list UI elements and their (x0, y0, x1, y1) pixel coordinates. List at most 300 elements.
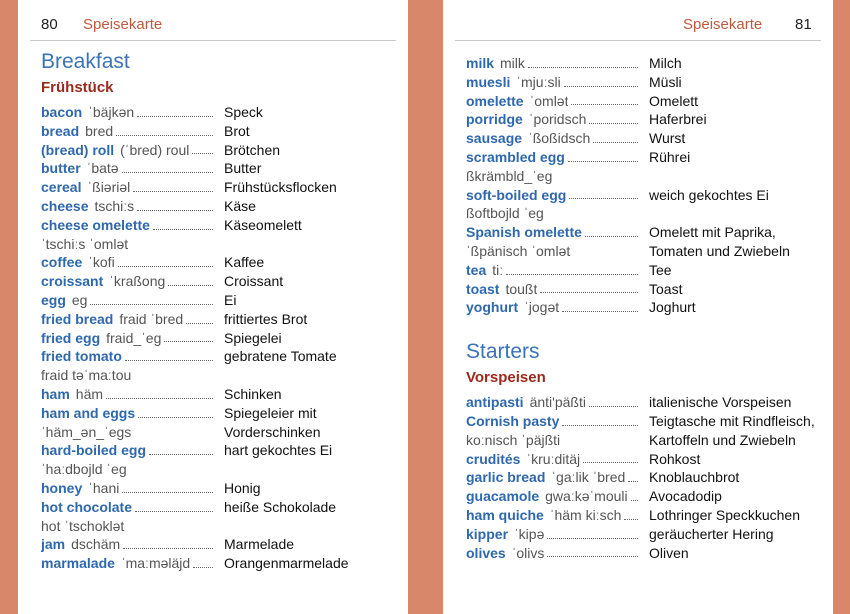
entry-pronunciation: (ˈbred) roul (120, 141, 190, 158)
entry-left (466, 148, 640, 167)
entry-line (41, 535, 400, 554)
entry-term: guacamole (466, 488, 540, 505)
dot-leader (90, 304, 213, 305)
entry-term: milk (466, 55, 495, 71)
entry-line (466, 110, 825, 129)
entry-line (41, 235, 400, 254)
entry-left (466, 506, 640, 525)
entry-term: hot chocolate (41, 498, 133, 515)
entry-translation: Haferbrei (649, 111, 707, 128)
entry-term: Cornish pasty (466, 412, 560, 429)
entry-term: cheese omelette (41, 216, 150, 233)
dot-leader (138, 417, 213, 418)
entry-pronunciation: ˈßpänisch ˈomlət (466, 242, 571, 259)
entry-line (41, 441, 400, 460)
left-content (41, 49, 400, 573)
entry-line (41, 404, 400, 423)
entry-left (41, 385, 215, 404)
entry-left (41, 291, 215, 310)
entry-term: ham and eggs (41, 404, 136, 421)
entry-translation: Brot (224, 122, 250, 139)
entry-pronunciation: fraid_ˈeg (106, 329, 162, 346)
entry-left (466, 393, 640, 412)
entry-line (466, 298, 825, 317)
entry-translation: Ei (224, 291, 237, 308)
entry-left (41, 178, 215, 197)
entry-term: porridge (466, 111, 523, 128)
menu-entry (466, 412, 825, 450)
entry-line (41, 159, 400, 178)
menu-entry (41, 535, 400, 554)
dot-leader (168, 285, 213, 286)
entry-pronunciation: toußt (505, 280, 538, 297)
entry-line (41, 122, 400, 141)
entry-term: bacon (41, 104, 83, 120)
entry-line (41, 554, 400, 573)
menu-entry (466, 186, 825, 224)
entry-term: croissant (41, 273, 104, 290)
entry-pronunciation: ˈjogət (524, 299, 560, 316)
entry-line (41, 141, 400, 160)
menu-entry (466, 92, 825, 111)
section-subtitle-vorspeisen: Vorspeisen (466, 369, 546, 387)
right-content (466, 54, 825, 562)
entry-term: cereal (41, 179, 82, 196)
entry-translation: Knoblauchbrot (649, 469, 740, 486)
entry-pronunciation: änti'päßti (529, 394, 586, 411)
dot-leader (193, 567, 213, 568)
entry-line (466, 468, 825, 487)
entry-translation: Wurst (649, 130, 686, 147)
menu-entry (466, 450, 825, 469)
entry-translation: Joghurt (649, 299, 696, 316)
entry-translation: Omelett (649, 92, 699, 109)
entry-line (466, 506, 825, 525)
menu-entry (41, 498, 400, 536)
section-title-starters: Starters (466, 340, 540, 364)
entry-left (41, 122, 215, 141)
menu-entry (466, 393, 825, 412)
dot-leader (628, 481, 638, 482)
starters-entries (466, 393, 825, 562)
menu-entry (41, 385, 400, 404)
entry-pronunciation: ßkrämbld_ˈeg (466, 167, 553, 184)
entry-translation: Milch (649, 55, 682, 71)
dot-leader (562, 311, 638, 312)
entry-term: crudités (466, 450, 521, 467)
entry-line (466, 280, 825, 299)
menu-entry (466, 129, 825, 148)
entry-pronunciation: gwaːkəˈmouli (545, 488, 628, 505)
entry-line (41, 498, 400, 517)
menu-entry (466, 506, 825, 525)
entry-term: yoghurt (466, 299, 519, 316)
entry-left (41, 103, 215, 122)
entry-term: butter (41, 160, 81, 177)
menu-entry (41, 103, 400, 122)
entry-left (41, 479, 215, 498)
entry-pronunciation: ˈhani (88, 479, 120, 496)
entry-line (466, 223, 825, 242)
menu-entry (466, 468, 825, 487)
entry-line (466, 393, 825, 412)
dot-leader (528, 67, 638, 68)
entry-translation: Avocadodip (649, 488, 722, 505)
menu-entry (41, 347, 400, 385)
entry-line (466, 148, 825, 167)
entry-left (41, 197, 215, 216)
entry-translation: Kartoffeln und Zwiebeln (649, 431, 796, 448)
entry-left (41, 253, 215, 272)
entry-translation: Frühstücksflocken (224, 179, 337, 196)
entry-left (466, 280, 640, 299)
menu-entry (466, 298, 825, 317)
entry-line (466, 242, 825, 261)
entry-translation: Tomaten und Zwiebeln (649, 242, 790, 259)
entry-pronunciation: bred (85, 122, 114, 139)
dot-leader (547, 538, 638, 539)
entry-term: honey (41, 479, 83, 496)
entry-term: olives (466, 544, 506, 561)
entry-line (466, 73, 825, 92)
dot-leader (149, 454, 213, 455)
entry-pronunciation: ˈkofi (88, 254, 115, 271)
dot-leader (547, 556, 638, 557)
entry-pronunciation: ˈtschiːs ˈomlət (41, 235, 129, 252)
entry-line (41, 366, 400, 385)
entry-translation: Spiegeleier mit (224, 404, 317, 421)
menu-entry (41, 197, 400, 216)
entry-translation: Müsli (649, 73, 682, 90)
entry-term: tea (466, 261, 487, 278)
entry-pronunciation: hot ˈtschoklət (41, 517, 125, 534)
entry-translation: Lothringer Speckkuchen (649, 506, 800, 523)
dot-leader (571, 104, 638, 105)
entry-translation: Toast (649, 280, 683, 297)
dot-leader (137, 116, 213, 117)
menu-entry (466, 73, 825, 92)
entry-line (41, 329, 400, 348)
dot-leader (122, 172, 213, 173)
entry-term: soft-boiled egg (466, 186, 567, 203)
running-title-right: Speisekarte (683, 16, 763, 33)
entry-term: fried bread (41, 310, 114, 327)
dot-leader (164, 341, 213, 342)
entry-line (41, 310, 400, 329)
menu-entry (41, 122, 400, 141)
left-page (18, 0, 408, 614)
entry-line (41, 216, 400, 235)
entry-left (466, 54, 640, 73)
entry-pronunciation: ˈkruːditäj (526, 450, 581, 467)
entry-left (41, 141, 215, 160)
entry-line (466, 544, 825, 563)
entry-term: sausage (466, 130, 523, 147)
entry-left (466, 525, 640, 544)
entry-line (466, 487, 825, 506)
entry-line (41, 103, 400, 122)
dot-leader (118, 266, 213, 267)
entry-translation: Tee (649, 261, 672, 278)
dot-leader (186, 323, 213, 324)
menu-entry (41, 554, 400, 573)
menu-entry (41, 329, 400, 348)
menu-entry (466, 487, 825, 506)
dot-leader (624, 519, 638, 520)
entry-pronunciation: ˈgaːlik ˈbred (551, 469, 626, 486)
entry-line (466, 92, 825, 111)
section-title-breakfast: Breakfast (41, 50, 130, 73)
dot-leader (583, 462, 638, 463)
entry-left (41, 535, 215, 554)
entry-translation: Schinken (224, 385, 282, 402)
entry-left (41, 347, 215, 366)
entry-pronunciation: koːnisch ˈpäjßti (466, 431, 561, 448)
right-page (443, 0, 833, 614)
menu-entry (41, 253, 400, 272)
menu-entry (41, 404, 400, 442)
menu-entry (41, 272, 400, 291)
entry-pronunciation: dschäm (71, 536, 121, 553)
entry-translation: Croissant (224, 273, 284, 290)
entry-term: omelette (466, 92, 524, 109)
dot-leader (123, 548, 213, 549)
entry-line (466, 204, 825, 223)
entry-left (466, 261, 640, 280)
entry-left (41, 441, 215, 460)
entry-term: (bread) roll (41, 141, 115, 158)
entry-term: garlic bread (466, 469, 546, 486)
entry-pronunciation: ˈbäjkən (88, 104, 135, 120)
entry-line (41, 291, 400, 310)
entry-term: antipasti (466, 394, 524, 411)
entry-term: ham (41, 385, 70, 402)
dot-leader (564, 86, 638, 87)
entry-pronunciation: ˈolivs (511, 544, 545, 561)
entry-term: coffee (41, 254, 83, 271)
menu-entry (466, 54, 825, 73)
entry-translation: Marmelade (224, 536, 295, 553)
entry-translation: Rührei (649, 148, 691, 165)
dot-leader (192, 153, 213, 154)
entry-line (466, 129, 825, 148)
entry-translation: Omelett mit Paprika, (649, 224, 776, 241)
dot-leader (133, 191, 213, 192)
menu-entry (466, 280, 825, 299)
entry-term: bread (41, 122, 80, 139)
menu-entry (41, 441, 400, 479)
entry-pronunciation: ßoftbojld ˈeg (466, 205, 544, 222)
dot-leader (125, 360, 213, 361)
dot-leader (137, 210, 213, 211)
page-number-right: 81 (795, 16, 812, 33)
entry-pronunciation: milk (500, 55, 525, 71)
entry-line (466, 525, 825, 544)
menu-entry (41, 178, 400, 197)
entry-left (41, 272, 215, 291)
menu-entry (41, 141, 400, 160)
entry-translation: frittiertes Brot (224, 310, 308, 327)
entry-pronunciation: ˈßoßidsch (528, 130, 591, 147)
entry-left (41, 310, 215, 329)
entry-line (466, 450, 825, 469)
entry-pronunciation: ˈhaːdbojld ˈeg (41, 461, 127, 478)
entry-pronunciation: ˈkipə (514, 525, 545, 542)
entry-term: Spanish omelette (466, 224, 582, 241)
breakfast-entries-continued (466, 54, 825, 317)
entry-left (466, 487, 640, 506)
entry-pronunciation: ˈßiəriəl (87, 179, 131, 196)
entry-translation: Kaffee (224, 254, 265, 271)
entry-left (466, 544, 640, 563)
entry-pronunciation: ˈporidsch (528, 111, 587, 128)
entry-pronunciation: ˈomlət (529, 92, 569, 109)
entry-line (466, 431, 825, 450)
entry-term: ham quiche (466, 506, 544, 523)
entry-pronunciation: fraid təˈmaːtou (41, 367, 132, 384)
entry-line (466, 186, 825, 205)
entry-translation: Vorderschinken (224, 423, 321, 440)
menu-entry (466, 223, 825, 261)
entry-term: hard-boiled egg (41, 442, 146, 459)
entry-translation: Spiegelei (224, 329, 282, 346)
entry-term: kipper (466, 525, 509, 542)
entry-line (41, 178, 400, 197)
entry-left (41, 159, 215, 178)
entry-left (41, 216, 215, 235)
page-number-left: 80 (41, 16, 58, 33)
entry-line (41, 517, 400, 536)
menu-entry (466, 110, 825, 129)
entry-pronunciation: ˈhäm kiːsch (549, 506, 622, 523)
entry-term: fried tomato (41, 348, 122, 365)
entry-left (466, 223, 640, 242)
entry-term: scrambled egg (466, 148, 565, 165)
entry-pronunciation: ˈmaːməläjd (120, 555, 191, 572)
entry-translation: weich gekochtes Ei (649, 186, 769, 203)
right-running-head (455, 10, 821, 41)
entry-pronunciation: ˈmjuːsli (516, 73, 561, 90)
dot-leader (122, 492, 213, 493)
dot-leader (589, 123, 638, 124)
dot-leader (569, 198, 638, 199)
dot-leader (589, 406, 638, 407)
entry-translation: Honig (224, 479, 261, 496)
entry-left (466, 412, 640, 431)
entry-term: egg (41, 291, 66, 308)
entry-translation: Orangenmarmelade (224, 555, 349, 572)
entry-term: toast (466, 280, 500, 297)
entry-translation: Brötchen (224, 141, 281, 158)
entry-pronunciation: ˈhäm_ən_ˈegs (41, 423, 132, 440)
entry-term: jam (41, 536, 66, 553)
entry-line (41, 423, 400, 442)
entry-pronunciation: eg (71, 291, 88, 308)
menu-entry (466, 544, 825, 563)
entry-left (466, 73, 640, 92)
entry-pronunciation: tiː (492, 261, 504, 278)
dot-leader (135, 511, 213, 512)
entry-left (41, 554, 215, 573)
entry-line (41, 460, 400, 479)
entry-left (466, 468, 640, 487)
entry-line (466, 54, 825, 73)
entry-pronunciation: häm (75, 385, 104, 402)
dot-leader (568, 161, 638, 162)
menu-entry (41, 479, 400, 498)
entry-left (466, 110, 640, 129)
entry-translation: Speck (224, 104, 263, 120)
entry-translation: gebratene Tomate (224, 348, 337, 365)
entry-translation: italienische Vorspeisen (649, 394, 792, 411)
dot-leader (585, 236, 638, 237)
menu-entry (41, 159, 400, 178)
entry-translation: Teigtasche mit Rindfleisch, (649, 412, 815, 429)
entry-translation: hart gekochtes Ei (224, 442, 333, 459)
entry-term: marmalade (41, 555, 115, 572)
breakfast-entries (41, 103, 400, 573)
entry-line (41, 197, 400, 216)
menu-entry (41, 310, 400, 329)
entry-line (41, 253, 400, 272)
entry-left (41, 498, 215, 517)
section-subtitle-fruehstueck: Frühstück (41, 79, 114, 96)
entry-pronunciation: ˈkraßong (109, 273, 166, 290)
entry-term: muesli (466, 73, 511, 90)
entry-line (41, 347, 400, 366)
left-running-head (30, 10, 396, 41)
entry-translation: Rohkost (649, 450, 701, 467)
entry-line (466, 261, 825, 280)
entry-translation: heiße Schokolade (224, 498, 337, 515)
dot-leader (631, 500, 638, 501)
entry-pronunciation: tschiːs (94, 197, 135, 214)
entry-left (41, 404, 215, 423)
entry-pronunciation: fraid ˈbred (119, 310, 184, 327)
entry-left (466, 186, 640, 205)
menu-entry (466, 148, 825, 186)
entry-left (466, 450, 640, 469)
dot-leader (593, 142, 638, 143)
menu-entry (466, 261, 825, 280)
entry-translation: Oliven (649, 544, 689, 561)
dot-leader (106, 398, 213, 399)
entry-term: cheese (41, 197, 89, 214)
dot-leader (153, 229, 213, 230)
entry-translation: Käseomelett (224, 216, 302, 233)
entry-line (41, 385, 400, 404)
entry-translation: Käse (224, 197, 256, 214)
entry-line (466, 167, 825, 186)
entry-left (466, 298, 640, 317)
dot-leader (540, 292, 638, 293)
entry-term: fried egg (41, 329, 101, 346)
menu-entry (41, 216, 400, 254)
entry-translation: geräucherter Hering (649, 525, 774, 542)
dot-leader (506, 274, 638, 275)
running-title-left: Speisekarte (83, 16, 163, 33)
entry-line (41, 272, 400, 291)
menu-entry (466, 525, 825, 544)
dot-leader (562, 425, 638, 426)
entry-left (466, 92, 640, 111)
entry-line (466, 412, 825, 431)
section-gap (466, 317, 825, 339)
dot-leader (116, 135, 213, 136)
entry-left (466, 129, 640, 148)
entry-left (41, 329, 215, 348)
entry-pronunciation: ˈbatə (86, 160, 119, 177)
